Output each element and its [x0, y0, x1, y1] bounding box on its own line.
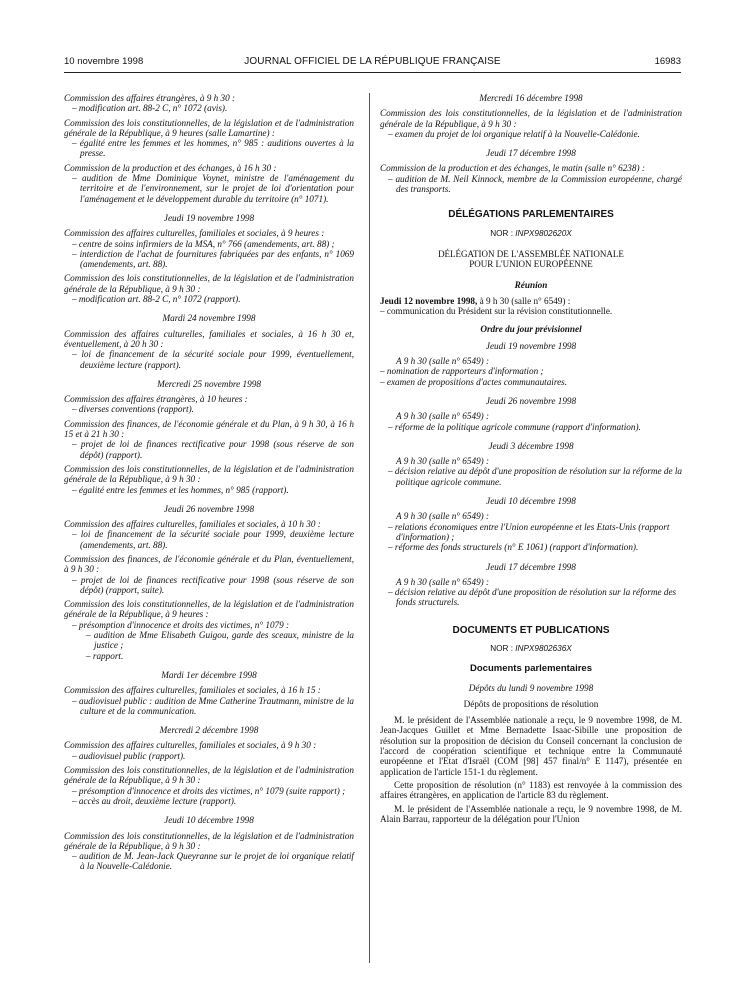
date-heading: Mardi 24 novembre 1998	[162, 313, 256, 324]
date-heading: Mercredi 16 décembre 1998	[479, 93, 583, 103]
agenda-heading: Commission des lois constitutionnelles, de la législation et de l'administration générale de la République, à 9 heures (salle Lamartine) :	[64, 117, 354, 138]
agenda-item: – projet de loi de finances rectificative pour 1998 (sous réserve de son dépôt) (rapport).	[72, 439, 354, 460]
agenda-block	[64, 273, 354, 304]
section-title-documents: DOCUMENTS ET PUBLICATIONS	[452, 624, 610, 636]
agenda-heading: Commission des affaires culturelles, familiales et sociales, à 16 h 30 et, éventuellement, à 20 h 30 :	[64, 328, 354, 349]
agenda-heading: Commission des lois constitutionnelles, de la législation et de l'administration générale de la République, à 9 h 30 :	[64, 273, 354, 294]
agenda-item: – examen de propositions d'actes communautaires.	[380, 376, 568, 387]
agenda-block	[64, 163, 354, 204]
body-paragraph: M. le président de l'Assemblée nationale a reçu, le 9 novembre 1998, de M. Alain Barrau, rapporteur de la délégation pour l'Union	[380, 803, 682, 824]
nor-reference	[380, 229, 682, 239]
agenda-block	[64, 228, 354, 269]
agenda-item: – examen du projet de loi organique relatif à la Nouvelle-Calédonie.	[388, 128, 640, 139]
agenda-heading: Commission des lois constitutionnelles, de la législation et de l'administration générale de la République, à 9 heures :	[64, 599, 354, 620]
header-date: 10 novembre 1998	[64, 56, 144, 67]
agenda-heading: Commission des lois constitutionnelles, de la législation et de l'administration générale de la République, à 9 h 30 :	[64, 765, 354, 786]
nor-label: NOR :	[490, 643, 513, 653]
date-heading: Mardi 1er décembre 1998	[161, 669, 257, 680]
meeting-time: A 9 h 30 (salle n° 6549) :	[396, 356, 490, 367]
column-divider	[369, 93, 370, 963]
agenda-block	[64, 554, 354, 595]
agenda-heading: Commission des finances, de l'économie générale et du Plan, à 9 h 30, à 16 h 15 et à 21 h 30 :	[64, 418, 354, 440]
subheading-agenda: Ordre du jour prévisionnel	[480, 324, 582, 335]
agenda-block	[64, 93, 354, 114]
agenda-heading: Commission des affaires culturelles, familiales et sociales, à 10 h 30 :	[64, 519, 321, 530]
agenda-item: – modification art. 88-2 C, n° 1072 (avis).	[72, 103, 228, 114]
delegation-title	[380, 249, 682, 270]
date-heading: Mercredi 25 novembre 1998	[157, 378, 261, 389]
agenda-heading: Commission des affaires culturelles, familiales et sociales, à 16 h 15 :	[64, 685, 321, 696]
agenda-item: – audition de M. Jean-Jack Queyranne sur le projet de loi organique relatif à la Nouvelle-Calédonie.	[72, 851, 354, 872]
date-heading: Jeudi 26 novembre 1998	[163, 503, 255, 514]
agenda-heading: Commission des affaires culturelles, familiales et sociales, à 9 h 30 :	[64, 740, 317, 751]
agenda-block	[64, 329, 354, 370]
agenda-block	[64, 740, 354, 761]
date-heading: Jeudi 10 décembre 1998	[164, 815, 254, 826]
meeting-item: – communication du Président sur la révision constitutionnelle.	[380, 306, 613, 317]
delegation-title-line: DÉLÉGATION DE L'ASSEMBLÉE NATIONALE	[438, 248, 624, 259]
meeting-time: A 9 h 30 (salle n° 6549) :	[396, 511, 490, 522]
agenda-item: – projet de loi de finances rectificative pour 1998 (sous réserve de son dépôt) (rapport, suite).	[72, 574, 354, 595]
agenda-item: – décision relative au dépôt d'une proposition de résolution sur la réforme des fonds structurels.	[388, 587, 677, 608]
agenda-item: – décision relative au dépôt d'une proposition de résolution sur la réforme de la politique agricole commune.	[388, 466, 682, 487]
date-heading: Jeudi 3 décembre 1998	[488, 440, 574, 451]
agenda-item: – relations économiques entre l'Union européenne et les Etats-Unis (rapport d'information) ;	[388, 521, 670, 542]
agenda-subitem: – audition de Mme Elisabeth Guigou, garde des sceaux, ministre de la justice ;	[86, 630, 354, 651]
meeting-time: à 9 h 30 (salle n° 6549) :	[477, 295, 571, 306]
agenda-item: – réforme des fonds structurels (n° E 1061) (rapport d'information).	[388, 542, 639, 553]
header-journal-title: JOURNAL OFFICIEL DE LA RÉPUBLIQUE FRANÇAISE	[244, 56, 501, 67]
agenda-item: – audiovisuel public (rapport).	[72, 750, 186, 761]
agenda-block	[64, 599, 354, 661]
date-heading: Jeudi 17 décembre 1998	[486, 561, 576, 572]
agenda-item: – loi de financement de la sécurité sociale pour 1999, éventuellement, deuxième lecture (rapport).	[72, 349, 354, 370]
section-title-delegations: DÉLÉGATIONS PARLEMENTAIRES	[448, 209, 614, 221]
agenda-block	[64, 831, 354, 872]
date-heading: Jeudi 17 décembre 1998	[486, 148, 576, 159]
page-header	[64, 56, 681, 70]
agenda-heading: Commission de la production et des échanges, à 16 h 30 :	[64, 162, 277, 173]
agenda-heading: Commission des affaires culturelles, familiales et sociales, à 9 heures :	[64, 228, 325, 239]
agenda-item: – présomption d'innocence et droits des victimes, n° 1079 :	[72, 619, 290, 630]
agenda-block	[64, 765, 354, 806]
date-heading: Dépôts du lundi 9 novembre 1998	[468, 682, 594, 693]
agenda-item: – égalité entre les femmes et les hommes, n° 985 : auditions ouvertes à la presse.	[72, 138, 354, 159]
agenda-block	[64, 394, 354, 415]
agenda-heading: Commission de la production et des échanges, le matin (salle n° 6238) :	[380, 163, 645, 174]
date-heading: Jeudi 26 novembre 1998	[485, 395, 577, 406]
agenda-item: – accès au droit, deuxième lecture (rapport).	[72, 795, 237, 806]
agenda-block	[64, 685, 354, 716]
date-heading: Jeudi 19 novembre 1998	[163, 212, 255, 223]
header-rule	[64, 72, 681, 73]
meeting-date: Jeudi 12 novembre 1998,	[380, 295, 478, 306]
subheading-documents: Documents parlementaires	[470, 663, 592, 675]
body-paragraph: M. le président de l'Assemblée nationale a reçu, le 9 novembre 1998, de M. Jean-Jacques Guillet et Mme Bernadette Isaac-Sibille une proposition de résolution sur la proposition de décision du Conseil concernant la conclusion de l'accord de coopération scientifique et technique entre la Communauté européenne et l'Etat d'Israël (COM [98] 457 final/n° E 1147), présentée en application de l'article 151-1 du règlement.	[380, 715, 682, 777]
nor-label: NOR :	[490, 228, 513, 238]
agenda-heading: Commission des lois constitutionnelles, de la législation et de l'administration générale de la République, à 9 h 30 :	[64, 830, 354, 851]
subheading-reunion: Réunion	[514, 279, 548, 290]
agenda-heading: Commission des affaires étrangères, à 9 h 30 :	[64, 93, 236, 103]
agenda-heading: Commission des lois constitutionnelles, de la législation et de l'administration générale de la République, à 9 h 30 :	[64, 463, 354, 485]
agenda-item: – égalité entre les femmes et les hommes, n° 985 (rapport).	[72, 484, 289, 495]
body-paragraph: Cette proposition de résolution (n° 1183) est renvoyée à la commission des affaires étrangères, en application de l'article 83 du règlement.	[380, 779, 682, 801]
date-heading: Mercredi 2 décembre 1998	[159, 725, 259, 736]
agenda-heading: Commission des finances, de l'économie générale et du Plan, éventuellement, à 9 h 30 :	[64, 553, 354, 575]
agenda-item: – loi de financement de la sécurité sociale pour 1999, deuxième lecture (amendements, art. 88).	[72, 529, 354, 550]
agenda-block	[64, 464, 354, 495]
agenda-block	[64, 519, 354, 550]
meeting-time: A 9 h 30 (salle n° 6549) :	[396, 411, 490, 422]
agenda-heading: Commission des affaires étrangères, à 10 heures :	[64, 394, 248, 405]
meeting-time: A 9 h 30 (salle n° 6549) :	[396, 576, 490, 587]
agenda-subitem: – rapport.	[86, 650, 124, 661]
meeting-line	[380, 296, 682, 306]
agenda-block	[64, 118, 354, 159]
agenda-item: – réforme de la politique agricole commune (rapport d'information).	[388, 421, 641, 432]
nor-code: INPX9802636X	[515, 643, 572, 653]
agenda-block	[380, 163, 682, 194]
agenda-block	[380, 108, 682, 139]
agenda-item: – nomination de rapporteurs d'information ;	[380, 366, 544, 377]
agenda-item: – modification art. 88-2 C, n° 1072 (rapport).	[72, 294, 241, 305]
left-column	[64, 93, 354, 876]
header-page-number: 16983	[654, 56, 681, 67]
agenda-item: – audition de M. Neil Kinnock, membre de la Commission européenne, chargé des transports.	[388, 173, 682, 195]
agenda-block	[64, 419, 354, 460]
agenda-item: – audition de Mme Dominique Voynet, ministre de l'aménagement du territoire et de l'environnement, sur le projet de loi d'orientation pour l'aménagement et le développement durable du territoire (n° 1071).	[72, 173, 354, 204]
nor-code: INPX9802620X	[515, 228, 572, 238]
agenda-item: – diverses conventions (rapport).	[72, 404, 194, 415]
subheading-resolutions: Dépôts de propositions de résolution	[463, 698, 599, 709]
nor-reference	[380, 644, 682, 654]
agenda-item: – audiovisuel public : audition de Mme Catherine Trautmann, ministre de la culture et de la communication.	[72, 695, 354, 716]
agenda-item: – présomption d'innocence et droits des victimes, n° 1079 (suite rapport) ;	[72, 785, 346, 796]
right-column	[380, 93, 682, 827]
meeting-time: A 9 h 30 (salle n° 6549) :	[396, 456, 490, 467]
agenda-heading: Commission des lois constitutionnelles, de la législation et de l'administration générale de la République, à 9 h 30 :	[380, 108, 682, 129]
date-heading: Jeudi 10 décembre 1998	[486, 496, 576, 507]
agenda-item: – interdiction de l'achat de fournitures fabriquées par des enfants, n° 1069 (amendements, art. 88).	[72, 248, 354, 270]
date-heading: Jeudi 19 novembre 1998	[485, 340, 577, 351]
delegation-title-line: POUR L'UNION EUROPÉENNE	[469, 259, 593, 270]
agenda-item: – centre de soins infirmiers de la MSA, n° 766 (amendements, art. 88) ;	[72, 238, 335, 249]
